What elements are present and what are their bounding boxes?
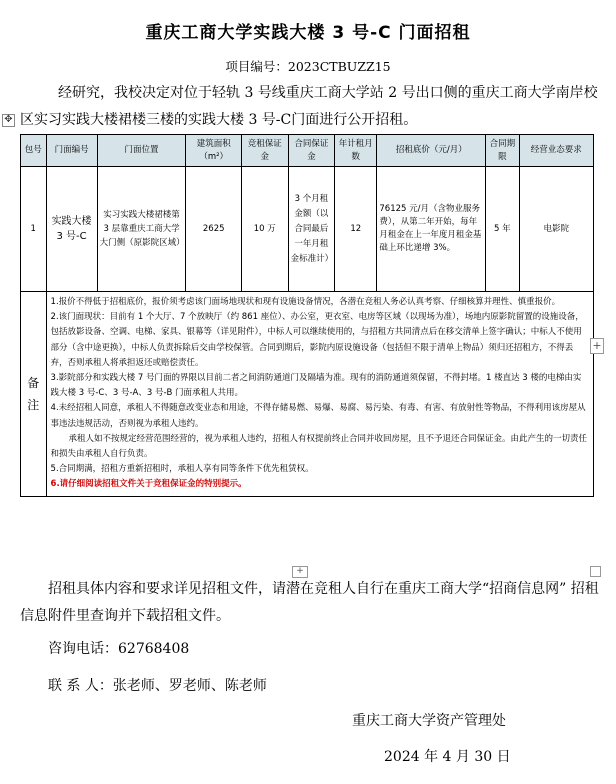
note-warning: 6.请仔细阅读招租文件关于竞租保证金的特别提示。 — [50, 479, 247, 490]
contact-phone: 咨询电话：62768408 — [48, 641, 190, 657]
cell-location: 实习实践大楼裙楼第 3 层靠重庆工商大学大门侧（原影院区域） — [97, 167, 186, 292]
table-notes-row — [21, 292, 594, 497]
cell-bid-deposit: 10 万 — [241, 167, 288, 292]
header-cell: 包号 — [21, 135, 47, 167]
table-move-handle-icon[interactable]: ✥ — [2, 114, 15, 127]
project-number: 项目编号：2023CTBUZZ15 — [225, 59, 391, 74]
cell-term: 5 年 — [486, 167, 519, 292]
table-row — [21, 167, 594, 292]
intro-paragraph: 经研究，我校决定对位于轻轨 3 号线重庆工商大学站 2 号出口侧的重庆工商大学南岸校区实习实践大楼裙楼三楼的实践大楼 3 号-C门面进行公开招租。 — [20, 85, 598, 128]
cell-base-price: 76125 元/月（含物业服务费），从第二年开始，每年月租金在上一年度月租金基础上环比递增 3%。 — [377, 167, 486, 292]
cell-package-no: 1 — [21, 167, 47, 292]
table-header-row — [21, 135, 594, 167]
header-cell: 经营业态要求 — [519, 135, 593, 167]
header-cell: 年计租月数 — [335, 135, 377, 167]
note-item: 2.该门面现状：目前有 1 个大厅、7 个放映厅（约 861 座位）、办公室，更衣室、电房等区域（以现场为准），场地内原影院留置的设施设备，包括放影设备、空调、电梯、家具、银幕等（详见附件），中标人可以继续使用的，与招租方共同清点后在移交清单上签字确认；中标人不使用部分（含中途更换），中标人负责拆除后交由学校保管。合同到期后，影院内原设施设备（包括但不限于清单上物品）须归还招租方，不得丢弃，否则承租人将承担返还或赔偿责任。 — [50, 312, 584, 368]
note-item: 1.报价不得低于招租底价，报价须考虑该门面场地现状和现有设施设备情况，各潜在竞租人务必认真考察、仔细核算并理性、慎重报价。 — [50, 297, 561, 307]
contact-persons: 联 系 人：张老师、罗老师、陈老师 — [48, 678, 267, 694]
note-item: 承租人如不按规定经营范围经营的，视为承租人违约，招租人有权提前终止合同并收回房屋，且不予退还合同保证金。由此产生的一切责任和损失由承租人自行负责。 — [50, 433, 588, 460]
cell-business: 电影院 — [519, 167, 593, 292]
note-item: 3.影院部分和实践大楼 7 号门面的界限以目前二者之间消防通道门及隔墙为准。现有的消防通道须保留，不得封堵。1 楼直达 3 楼的电梯由实践大楼 3 号-C、3 号-A、3 号-B 门面承租人共用。 — [50, 373, 582, 399]
header-cell: 门面位置 — [97, 135, 186, 167]
issue-date: 2024 年 4 月 30 日 — [384, 749, 511, 765]
document-title: 重庆工商大学实践大楼 3 号-C 门面招租 — [145, 23, 471, 43]
cell-contract-deposit: 3 个月租金额（以合同最后一年月租金标准计） — [288, 167, 335, 292]
issuing-office: 重庆工商大学资产管理处 — [352, 713, 506, 729]
cell-area: 2625 — [186, 167, 242, 292]
add-row-icon[interactable]: + — [292, 566, 308, 578]
note-item: 5.合同期满，招租方重新招租时，承租人享有同等条件下优先租赁权。 — [50, 464, 314, 475]
add-column-icon[interactable]: + — [590, 338, 604, 354]
header-cell: 建筑面积（m²） — [186, 135, 242, 167]
header-cell: 合同期限 — [486, 135, 519, 167]
header-cell: 招租底价（元/月） — [377, 135, 486, 167]
note-item: 4.未经招租人同意，承租人不得随意改变业态和用途，不得存储易燃、易爆、易腐、易污染、有毒、有害、有放射性等物品，不得利用该房屋从事违法违规活动，否则视为承租人违约。 — [50, 403, 586, 429]
header-cell: 门面编号 — [46, 135, 97, 167]
cell-months: 12 — [335, 167, 377, 292]
cell-shop-id: 实践大楼 3 号-C — [46, 167, 97, 292]
header-cell: 合同保证金 — [288, 135, 335, 167]
rental-table — [20, 134, 594, 497]
closing-paragraph: 招租具体内容和要求详见招租文件，请潜在竞租人自行在重庆工商大学“招商信息网” 招租信息附件里查询并下载招租文件。 — [20, 581, 599, 624]
notes-content — [46, 292, 593, 497]
header-cell: 竞租保证金 — [241, 135, 288, 167]
notes-label: 备注 — [21, 292, 47, 497]
